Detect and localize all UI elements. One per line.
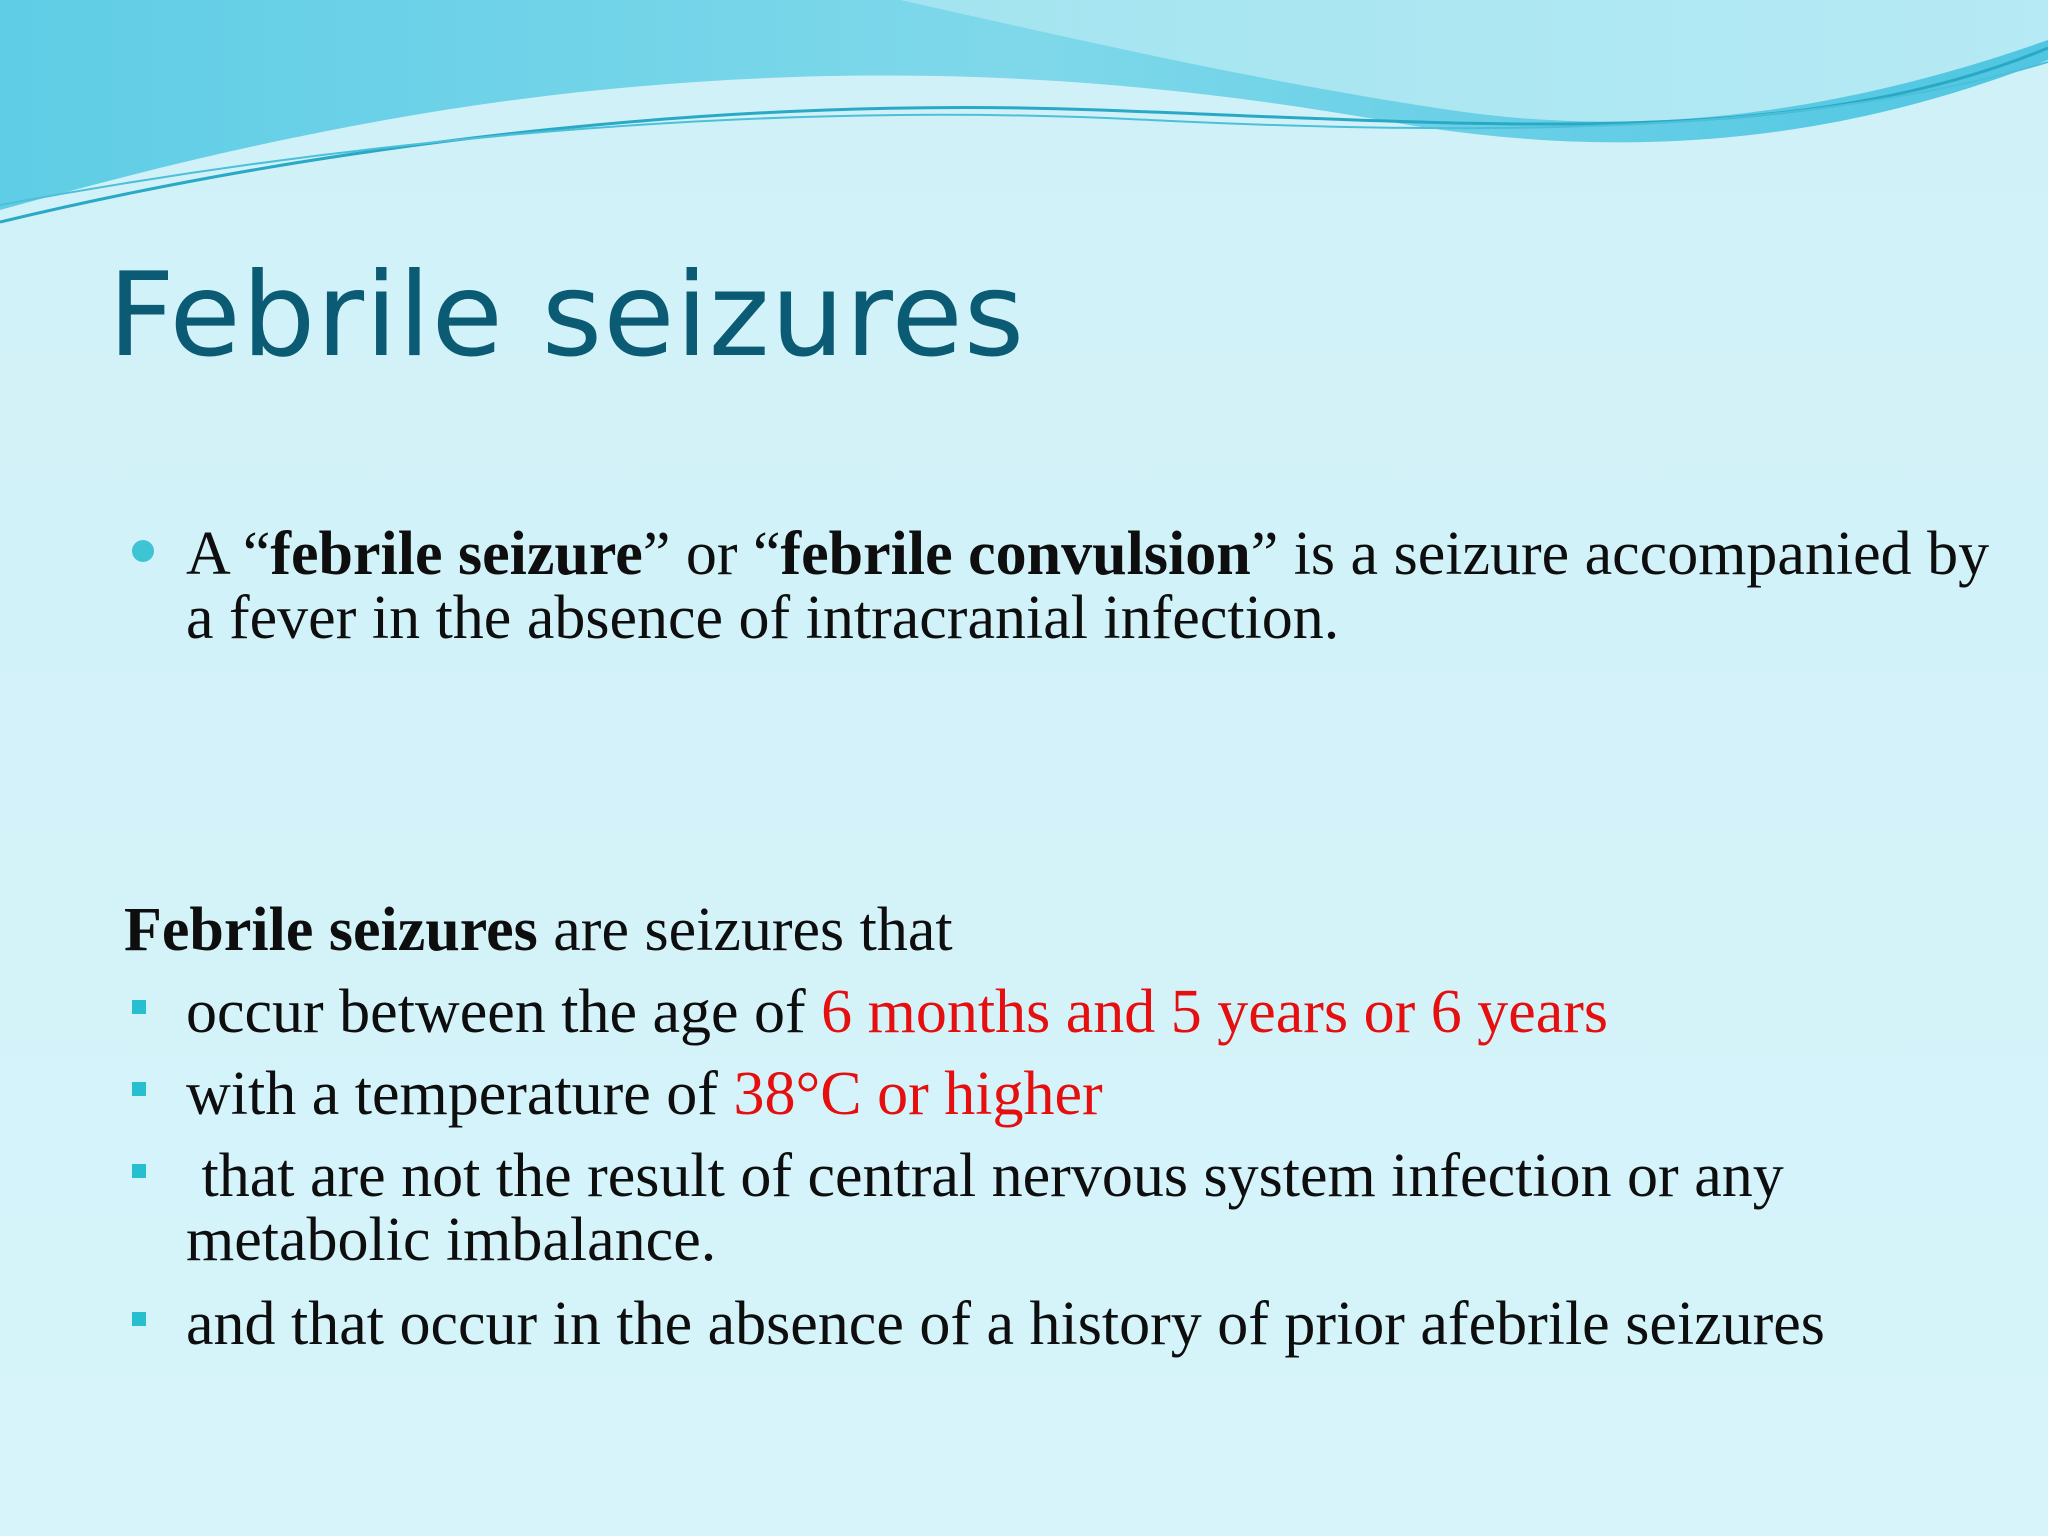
- criteria-item: occur between the age of 6 months and 5 years or 6 years: [132, 980, 2012, 1044]
- highlight-age-range: 6 months and 5 years or 6 years: [821, 978, 1609, 1046]
- criteria-item: with a temperature of 38°C or higher: [132, 1062, 2012, 1126]
- term-febrile-seizure: febrile seizure: [270, 520, 643, 588]
- criteria-lead: Febrile seizures are seizures that: [124, 896, 953, 964]
- square-bullet-icon: [132, 1312, 146, 1326]
- square-bullet-icon: [132, 1082, 146, 1096]
- slide-title: Febrile seizures: [108, 248, 1026, 383]
- term-febrile-convulsion: febrile convulsion: [780, 520, 1251, 588]
- round-bullet-icon: [132, 540, 154, 562]
- criteria-item: and that occur in the absence of a history of prior afebrile seizures: [132, 1292, 2012, 1356]
- highlight-temperature: 38°C or higher: [733, 1060, 1103, 1128]
- square-bullet-icon: [132, 1164, 146, 1178]
- decorative-wave-header: [0, 0, 2048, 240]
- definition-bullet: [132, 522, 2012, 650]
- square-bullet-icon: [132, 1000, 146, 1014]
- criteria-item: that are not the result of central nervous system infection or any metabolic imbalance.: [132, 1144, 2012, 1272]
- definition-text: A “febrile seizure” or “febrile convulsion” is a seizure accompanied by a fever in the absence of intracranial infection.: [186, 520, 1990, 652]
